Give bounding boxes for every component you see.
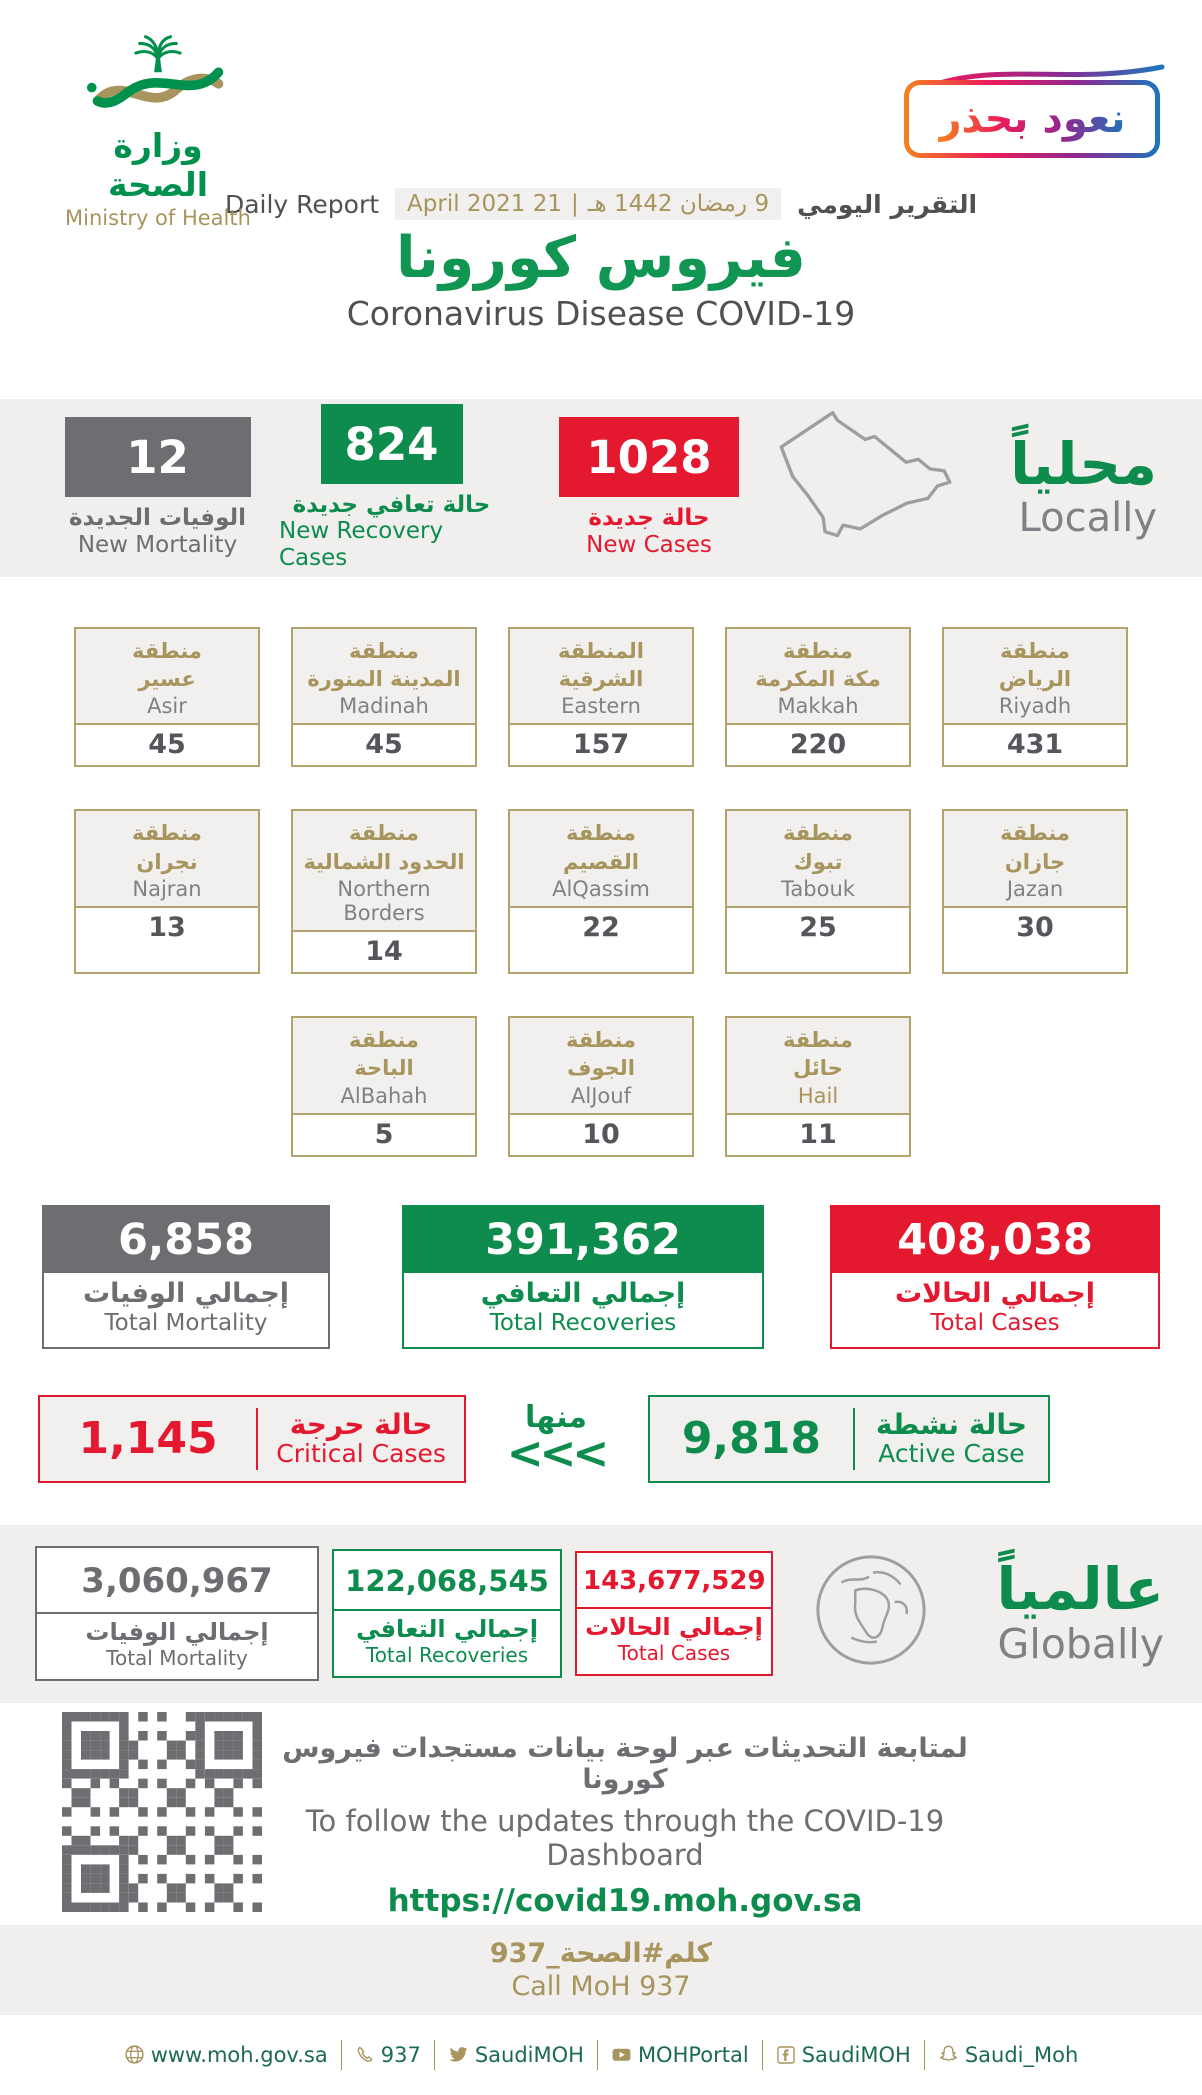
of-which-label: منها	[525, 1399, 587, 1435]
region-name-ar: منطقة جازان	[1000, 821, 1070, 874]
chevron-left-icons: <<<	[506, 1427, 606, 1479]
footer-link-facebook[interactable]: SaudiMOH	[776, 2043, 911, 2067]
region-name-en: AlBahah	[340, 1083, 428, 1108]
region-card-makkah	[725, 627, 911, 768]
total-cases-value: 408,038	[832, 1207, 1158, 1273]
moh-logo-english: Ministry of Health	[65, 206, 251, 230]
new-recovery-label-ar: حالة تعافي جديدة	[292, 492, 491, 519]
dashboard-url-link[interactable]: https://covid19.moh.gov.sa	[387, 1882, 863, 1919]
region-name-ar: المنطقة الشرقية	[557, 638, 645, 692]
page-title-arabic: فيروس كورونا	[396, 225, 806, 291]
region-name-en: Jazan	[1006, 877, 1064, 902]
footer-contact-bar	[0, 2015, 1202, 2095]
region-value: 13	[148, 912, 186, 944]
total-recoveries-label-en: Total Recoveries	[489, 1310, 677, 1337]
youtube-icon	[611, 2044, 632, 2065]
active-cases-label-en: Active Case	[878, 1439, 1025, 1469]
global-recoveries-label-en: Total Recoveries	[365, 1643, 529, 1668]
region-name-en: Hail	[797, 1083, 839, 1108]
date-hijri: 9 رمضان 1442 هـ	[587, 191, 770, 217]
active-cases-label-ar: حالة نشطة	[875, 1407, 1028, 1441]
region-value: 11	[799, 1118, 837, 1150]
hotline-label-en: Call MoH 937	[511, 1970, 691, 2002]
total-recoveries-label-ar: إجمالي التعافي	[480, 1277, 686, 1309]
region-card-tabouk	[725, 809, 911, 974]
region-name-en: Asir	[147, 694, 187, 719]
total-cases-label-en: Total Cases	[930, 1310, 1060, 1337]
region-value: 30	[1016, 912, 1054, 944]
dashboard-note-en: To follow the updates through the COVID-19 Dashboard	[305, 1803, 945, 1872]
region-name-ar: منطقة القصيم	[563, 821, 639, 874]
region-card-albahah	[291, 1016, 477, 1157]
total-cases-box	[830, 1205, 1160, 1349]
region-card-riyadh	[942, 627, 1128, 768]
region-value: 431	[1006, 729, 1064, 761]
new-recovery-stat	[279, 404, 504, 571]
new-mortality-label-en: New Mortality	[77, 531, 238, 558]
saudi-map-icon	[766, 405, 966, 552]
footer-link-youtube[interactable]: MOHPortal	[611, 2043, 749, 2067]
region-name-en: Northern Borders	[337, 877, 431, 926]
new-mortality-value: 12	[65, 417, 251, 497]
region-card-jazan	[942, 809, 1128, 974]
hotline-band	[0, 1925, 1202, 2015]
new-mortality-label-ar: الوفيات الجديدة	[68, 505, 247, 532]
region-name-en: Riyadh	[998, 694, 1072, 719]
region-name-ar: منطقة نجران	[132, 821, 202, 874]
new-cases-value: 1028	[559, 417, 739, 497]
totals-row	[0, 1205, 1202, 1349]
locally-heading-ar: محلياً	[1010, 430, 1157, 499]
region-card-northern-borders	[291, 809, 477, 974]
footer-separator	[597, 2040, 598, 2070]
footer-separator	[434, 2040, 435, 2070]
daily-report-en: Daily Report	[224, 189, 380, 219]
critical-cases-box	[38, 1395, 466, 1483]
global-cases-value: 143,677,529	[577, 1553, 771, 1609]
critical-cases-label-en: Critical Cases	[276, 1439, 446, 1469]
globally-heading-ar: عالمياً	[996, 1555, 1164, 1624]
moh-logo-arabic: وزارة الصحة	[107, 126, 208, 204]
region-value: 45	[365, 729, 403, 761]
region-value: 5	[374, 1118, 394, 1150]
global-recoveries-label-ar: إجمالي التعافي	[356, 1615, 538, 1644]
new-recovery-label-en: New Recovery Cases	[279, 518, 444, 571]
global-mortality-label-en: Total Mortality	[106, 1646, 248, 1671]
region-name-ar: منطقة الحدود الشمالية	[303, 821, 465, 874]
dashboard-note-ar: لمتابعة التحديثات عبر لوحة بيانات مستجدات فيروس كورونا	[282, 1732, 968, 1795]
report-date	[395, 188, 781, 220]
region-name-en: Eastern	[561, 694, 641, 719]
critical-cases-label-ar: حالة حرجة	[289, 1407, 433, 1441]
region-name-ar: منطقة حائل	[783, 1028, 853, 1081]
global-mortality-label-ar: إجمالي الوفيات	[85, 1618, 269, 1647]
locally-section	[0, 399, 1202, 577]
region-value: 22	[582, 912, 620, 944]
footer-separator	[924, 2040, 925, 2070]
region-value: 14	[365, 936, 403, 968]
of-which-indicator	[500, 1399, 612, 1479]
globe-icon	[812, 1551, 930, 1673]
region-value: 45	[148, 729, 186, 761]
total-mortality-box	[42, 1205, 330, 1349]
region-card-alqassim	[508, 809, 694, 974]
region-name-ar: منطقة مكة المكرمة	[755, 638, 881, 692]
region-name-en: Madinah	[339, 694, 429, 719]
global-cases-label-ar: إجمالي الحالات	[585, 1613, 763, 1642]
region-name-ar: منطقة عسير	[132, 638, 202, 692]
region-value: 220	[789, 729, 847, 761]
date-separator: |	[571, 191, 579, 217]
dashboard-section	[0, 1703, 1202, 1925]
region-name-ar: منطقة الجوف	[566, 1028, 636, 1081]
region-value: 25	[799, 912, 837, 944]
region-card-aljouf	[508, 1016, 694, 1157]
total-recoveries-box	[402, 1205, 764, 1349]
regions-grid	[0, 627, 1202, 1157]
new-mortality-stat	[50, 417, 265, 558]
globe-icon	[124, 2044, 145, 2065]
date-gregorian: 21 April 2021	[407, 191, 563, 217]
locally-heading-en: Locally	[1018, 495, 1157, 542]
region-value: 157	[572, 729, 630, 761]
qr-code	[62, 1712, 262, 1912]
region-name-en: AlJouf	[571, 1083, 631, 1108]
region-card-madinah	[291, 627, 477, 768]
region-name-en: Makkah	[777, 694, 859, 719]
region-value: 10	[582, 1118, 620, 1150]
region-name-en: AlQassim	[552, 877, 650, 902]
region-card-najran	[74, 809, 260, 974]
active-cases-box	[648, 1395, 1050, 1483]
global-recoveries-box	[332, 1549, 562, 1678]
moh-logo	[58, 30, 258, 230]
twitter-icon	[448, 2044, 469, 2065]
region-name-ar: منطقة الباحة	[349, 1028, 419, 1081]
total-mortality-label-ar: إجمالي الوفيات	[82, 1277, 290, 1309]
region-name-ar: منطقة المدينة المنورة	[307, 638, 461, 692]
global-cases-box	[575, 1551, 773, 1676]
new-recovery-value: 824	[321, 404, 463, 484]
total-cases-label-ar: إجمالي الحالات	[894, 1277, 1096, 1309]
globally-section	[0, 1525, 1202, 1703]
global-mortality-value: 3,060,967	[37, 1548, 317, 1614]
region-name-en: Tabouk	[781, 877, 855, 902]
globally-heading	[996, 1555, 1202, 1669]
region-name-en: Najran	[132, 877, 202, 902]
new-cases-stat	[544, 417, 754, 558]
critical-active-row	[0, 1391, 1202, 1487]
region-card-asir	[74, 627, 260, 768]
page-title-english: Coronavirus Disease COVID-19	[346, 293, 856, 333]
badge-frame	[904, 80, 1160, 158]
footer-separator	[762, 2040, 763, 2070]
footer-separator	[341, 2040, 342, 2070]
critical-cases-value: 1,145	[78, 1413, 218, 1465]
total-recoveries-value: 391,362	[404, 1207, 762, 1273]
region-name-ar: منطقة تبوك	[783, 821, 853, 874]
daily-report-ar: التقرير اليومي	[797, 189, 978, 219]
new-cases-label-en: New Cases	[586, 531, 712, 558]
snapchat-icon	[938, 2044, 959, 2065]
region-name-ar: منطقة الرياض	[998, 638, 1072, 692]
badge-label: نعود بحذر	[938, 96, 1126, 142]
global-recoveries-value: 122,068,545	[334, 1551, 560, 1611]
region-card-eastern	[508, 627, 694, 768]
active-cases-value: 9,818	[681, 1413, 821, 1465]
new-cases-label-ar: حالة جديدة	[588, 505, 710, 532]
footer-link-website[interactable]: www.moh.gov.sa	[124, 2043, 328, 2067]
total-mortality-value: 6,858	[44, 1207, 328, 1273]
region-card-hail	[725, 1016, 911, 1157]
global-cases-label-en: Total Cases	[617, 1641, 731, 1666]
total-mortality-label-en: Total Mortality	[104, 1310, 268, 1337]
locally-heading	[1010, 430, 1202, 542]
footer-link-phone[interactable]: 937	[355, 2043, 421, 2067]
globally-heading-en: Globally	[997, 1620, 1164, 1669]
return-with-caution-badge	[904, 62, 1160, 158]
global-mortality-box	[35, 1546, 319, 1681]
footer-link-twitter[interactable]: SaudiMOH	[448, 2043, 584, 2067]
hotline-hashtag-ar: كلم#الصحة_937	[489, 1937, 713, 1969]
footer-link-snapchat[interactable]: Saudi_Moh	[938, 2043, 1078, 2067]
